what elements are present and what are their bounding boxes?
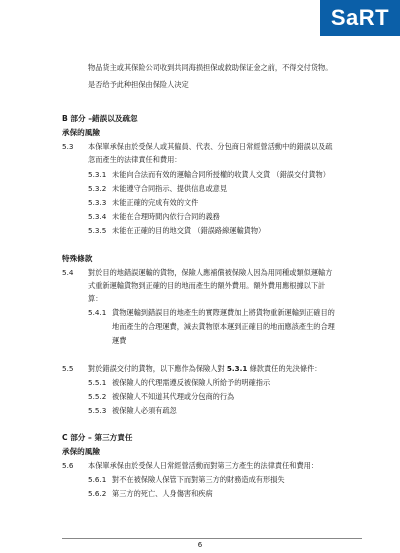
clause-5-5-1-number: 5.5.1 <box>88 378 107 387</box>
clause-5-3-1-text: 未能向合法而有效的運輸合同所授權的收貨人交貨 （錯誤交付貨物） <box>112 170 330 179</box>
intro-line-1: 物品货主或其保险公司收到共同海损担保或救助保证金之前，不得交付货物。 <box>88 63 333 72</box>
clause-5-3-1-number: 5.3.1 <box>88 170 107 179</box>
footer-rule <box>62 538 362 539</box>
clause-5-3-5-text: 未能在正確的目的地交貨 （錯誤路線運輸貨物） <box>112 226 266 235</box>
clause-5-3-line-1: 本保單承保由於受保人或其僱員、代表、分包商日常經營活動中的錯誤以及疏 <box>88 142 333 151</box>
clause-5-5-1-text: 被保險人的代理需遵反被保險人所給予的明確指示 <box>112 378 271 387</box>
clause-5-4-1-line-2: 地而產生的合理運費，減去貨物原本運到正確目的地而應該產生的合理 <box>112 322 335 331</box>
section-c-risk-heading: 承保的風險 <box>62 447 100 456</box>
clause-5-5-2-text: 被保險人不知道其代理或分包商的行為 <box>112 392 235 401</box>
clause-5-5-number: 5.5 <box>62 364 74 373</box>
intro-line-2: 是否给予此种担保由保险人决定 <box>88 80 189 89</box>
clause-5-6-number: 5.6 <box>62 461 74 470</box>
clause-5-3-line-2: 忽而產生的法律責任和費用： <box>88 155 182 164</box>
clause-5-3-4-text: 未能在合理時間內依行合同的義務 <box>112 212 220 221</box>
special-terms-heading: 特殊條款 <box>62 254 93 263</box>
clause-5-4-line-1: 對於目的地錯誤運輸的貨物，保險人應補償被保險人因為用同種或類似運輸方 <box>88 268 333 277</box>
section-b-risk-heading: 承保的風險 <box>62 128 100 137</box>
clause-5-4-1-line-3: 運費 <box>112 336 127 345</box>
clause-5-4-1-number: 5.4.1 <box>88 308 107 317</box>
clause-5-3-3-number: 5.3.3 <box>88 198 107 207</box>
clause-5-6-text: 本保單承保由於受保人日常經營活動而對第三方產生的法律責任和費用： <box>88 461 319 470</box>
clause-5-6-2-text: 第三方的死亡、人身傷害和疾病 <box>112 489 213 498</box>
clause-5-3-5-number: 5.3.5 <box>88 226 107 235</box>
clause-5-6-1-number: 5.6.1 <box>88 475 107 484</box>
clause-5-4-line-2: 式重新運輸貨物到正確的目的地而產生的額外費用。額外費用應根據以下計 <box>88 281 326 290</box>
clause-5-6-1-text: 對不在被保險人保管下而對第三方的財務造成有形損失 <box>112 475 285 484</box>
page-number: 6 <box>197 541 203 549</box>
section-c-title: C 部分 – 第三方責任 <box>62 433 133 442</box>
clause-5-5-3-text: 被保險人必須有疏忽 <box>112 406 177 415</box>
clause-5-5-text-before: 對於錯誤交付的貨物，以下應作為保險人對 <box>88 364 227 373</box>
clause-5-3-2-number: 5.3.2 <box>88 184 107 193</box>
clause-5-4-1-line-1: 貨物運輸到錯誤目的地產生的實際運費加上將貨物重新運輸到正確目的 <box>112 308 335 317</box>
clause-5-5-3-number: 5.5.3 <box>88 406 107 415</box>
clause-5-3-3-text: 未能正確的完成有效的文件 <box>112 198 199 207</box>
section-b-title: B 部分 –錯誤以及疏忽 <box>62 114 138 123</box>
clause-5-4-number: 5.4 <box>62 268 74 277</box>
clause-5-3-2-text: 未能遵守合同指示、提供信息或意見 <box>112 184 228 193</box>
clause-5-6-2-number: 5.6.2 <box>88 489 107 498</box>
clause-5-3-4-number: 5.3.4 <box>88 212 107 221</box>
clause-5-3-number: 5.3 <box>62 142 74 151</box>
clause-5-4-line-3: 算： <box>88 294 103 303</box>
clause-5-5-text-after: 條款責任的先決條件： <box>247 364 322 373</box>
clause-5-5-text <box>88 364 322 373</box>
company-logo: SaRT <box>320 0 400 36</box>
clause-5-5-2-number: 5.5.2 <box>88 392 107 401</box>
clause-5-5-reference: 5.3.1 <box>226 364 248 373</box>
